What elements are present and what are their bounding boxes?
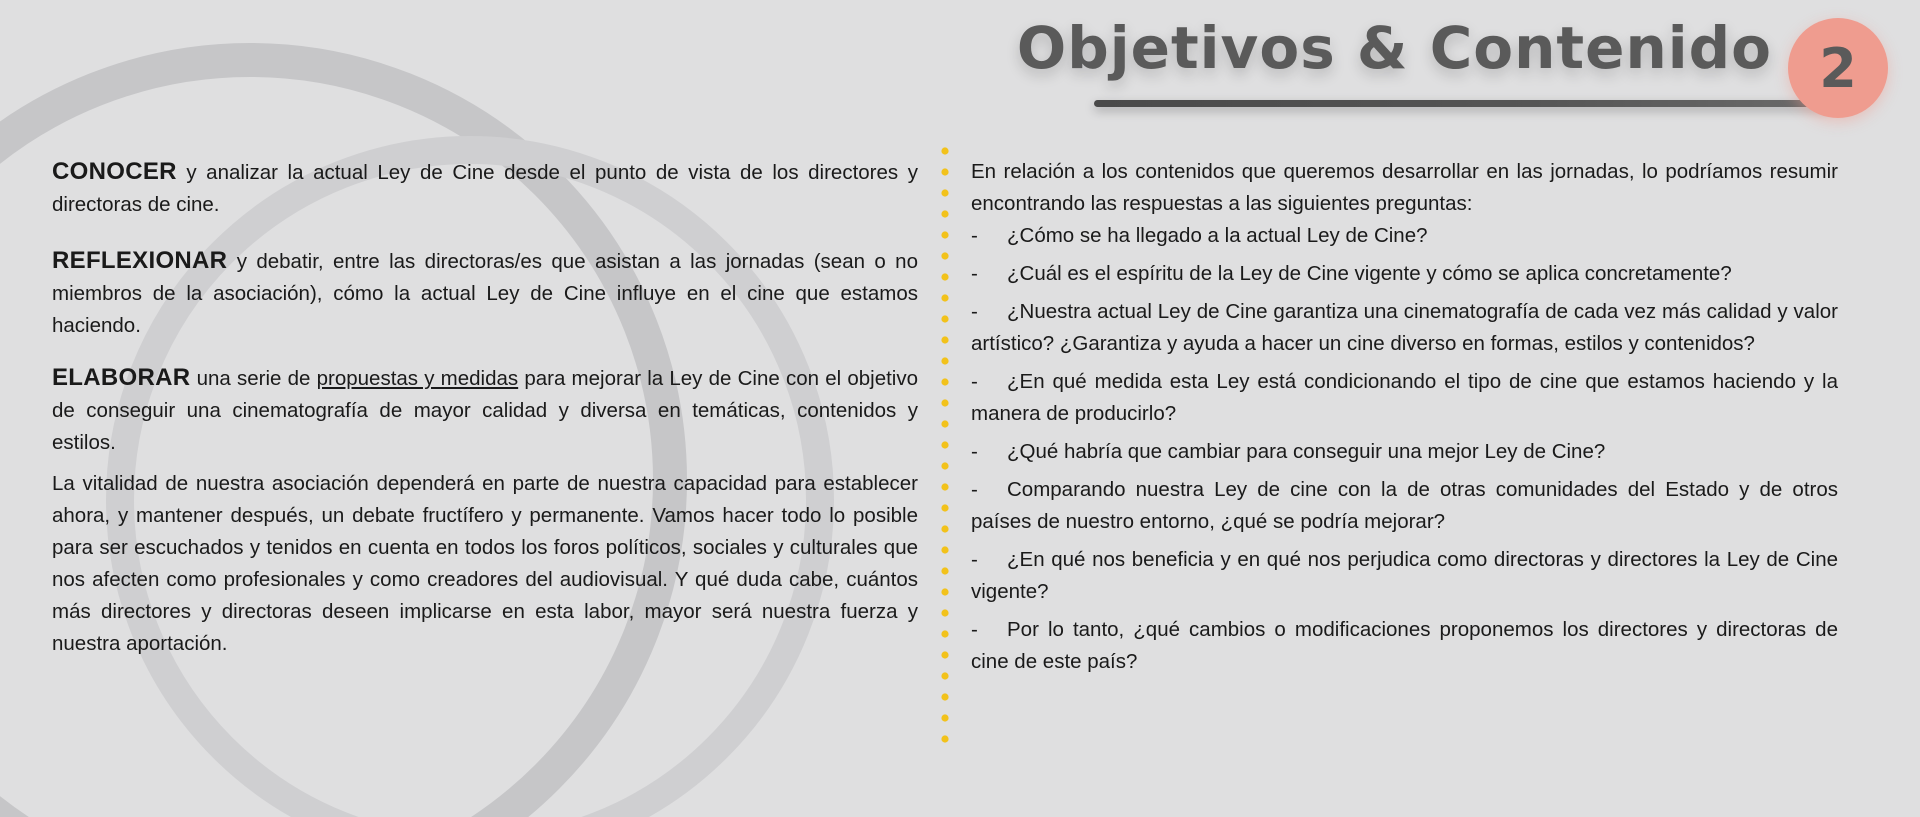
divider-dot	[941, 567, 948, 574]
divider-dot	[941, 315, 948, 322]
question-item	[971, 614, 1838, 678]
divider-dot	[941, 525, 948, 532]
question-item	[971, 544, 1838, 608]
bullet-dash: -	[971, 618, 978, 641]
question-item	[971, 258, 1838, 290]
bullet-dash: -	[971, 300, 978, 323]
objective-elaborar-pre: una serie de	[190, 367, 317, 390]
divider-dot	[941, 168, 948, 175]
question-text: ¿En qué medida esta Ley está condicionando el tipo de cine que estamos haciendo y la manera de producirlo?	[971, 370, 1838, 425]
bullet-dash: -	[971, 548, 978, 571]
divider-dot	[941, 693, 948, 700]
objective-elaborar-post: para mejorar la Ley de Cine con el objetivo de conseguir una cinematografía de mayor calidad y diversa en temáticas, contenidos y estilos.	[52, 367, 918, 454]
question-item	[971, 366, 1838, 430]
keyword-elaborar: ELABORAR	[52, 364, 191, 391]
question-text: Comparando nuestra Ley de cine con la de otras comunidades del Estado y de otros países de nuestro entorno, ¿qué se podría mejorar?	[971, 478, 1838, 533]
divider-dot	[941, 294, 948, 301]
question-text: ¿Cuál es el espíritu de la Ley de Cine vigente y cómo se aplica concretamente?	[1007, 262, 1732, 285]
divider-dot	[941, 336, 948, 343]
divider-dot	[941, 420, 948, 427]
divider-dot	[941, 273, 948, 280]
divider-dot	[941, 147, 948, 154]
question-text: ¿Qué habría que cambiar para conseguir una mejor Ley de Cine?	[1007, 440, 1606, 463]
divider-dot	[941, 483, 948, 490]
question-text: ¿Nuestra actual Ley de Cine garantiza una cinematografía de cada vez más calidad y valor artístico? ¿Garantiza y ayuda a hacer un cine diverso en formas, estilos y contenidos?	[971, 300, 1838, 355]
divider-dot	[941, 672, 948, 679]
question-text: Por lo tanto, ¿qué cambios o modificaciones proponemos los directores y directoras de cine de este país?	[971, 618, 1838, 673]
objectives-column	[52, 156, 918, 660]
bullet-dash: -	[971, 224, 978, 247]
divider-dot	[941, 504, 948, 511]
contents-column	[971, 156, 1838, 678]
divider-dot	[941, 378, 948, 385]
objective-conocer	[52, 156, 918, 221]
bullet-dash: -	[971, 478, 978, 501]
proposals-link[interactable]: propuestas y medidas	[316, 367, 519, 390]
divider-dot	[941, 462, 948, 469]
divider-dot	[941, 546, 948, 553]
divider-dot	[941, 735, 948, 742]
divider-dot	[941, 189, 948, 196]
question-item	[971, 220, 1838, 252]
bullet-dash: -	[971, 370, 978, 393]
title-underline	[1094, 100, 1828, 107]
divider-dot	[941, 714, 948, 721]
question-item	[971, 436, 1838, 468]
divider-dot	[941, 441, 948, 448]
question-text: ¿En qué nos beneficia y en qué nos perjudica como directoras y directores la Ley de Cine vigente?	[971, 548, 1838, 603]
keyword-reflexionar: REFLEXIONAR	[52, 247, 228, 274]
page-number-badge: 2	[1788, 18, 1888, 118]
question-item	[971, 474, 1838, 538]
divider-dot	[941, 630, 948, 637]
divider-dot	[941, 609, 948, 616]
question-item	[971, 296, 1838, 360]
bullet-dash: -	[971, 262, 978, 285]
association-paragraph: La vitalidad de nuestra asociación dependerá en parte de nuestra capacidad para establecer ahora, y mantener después, un debate fructífero y permanente. Vamos hacer todo lo posible para ser escuchados y tenidos en cuenta en todos los foros políticos, sociales y culturales que nos afecten como profesionales y como creadores del audiovisual. Y qué duda cabe, cuántos más directores y directoras deseen implicarse en esta labor, mayor será nuestra fuerza y nuestra aportación.	[52, 472, 918, 655]
divider-dot	[941, 252, 948, 259]
keyword-conocer: CONOCER	[52, 158, 177, 185]
divider-dot	[941, 231, 948, 238]
objective-reflexionar	[52, 245, 918, 342]
objective-elaborar	[52, 362, 918, 459]
divider-dot	[941, 588, 948, 595]
divider-dot	[941, 357, 948, 364]
bullet-dash: -	[971, 440, 978, 463]
divider-dot	[941, 399, 948, 406]
divider-dot	[941, 210, 948, 217]
objective-conocer-text: y analizar la actual Ley de Cine desde el punto de vista de los directores y directoras de cine.	[52, 161, 918, 216]
question-text: ¿Cómo se ha llegado a la actual Ley de Cine?	[1007, 224, 1428, 247]
page-title: Objetivos & Contenido	[1016, 14, 1772, 82]
dotted-divider	[940, 145, 950, 745]
objective-reflexionar-text: y debatir, entre las directoras/es que asistan a las jornadas (sean o no miembros de la asociación), cómo la actual Ley de Cine influye en el cine que estamos haciendo.	[52, 250, 918, 337]
contents-intro: En relación a los contenidos que queremos desarrollar en las jornadas, lo podríamos resumir encontrando las respuestas a las siguientes preguntas:	[971, 160, 1838, 215]
divider-dot	[941, 651, 948, 658]
